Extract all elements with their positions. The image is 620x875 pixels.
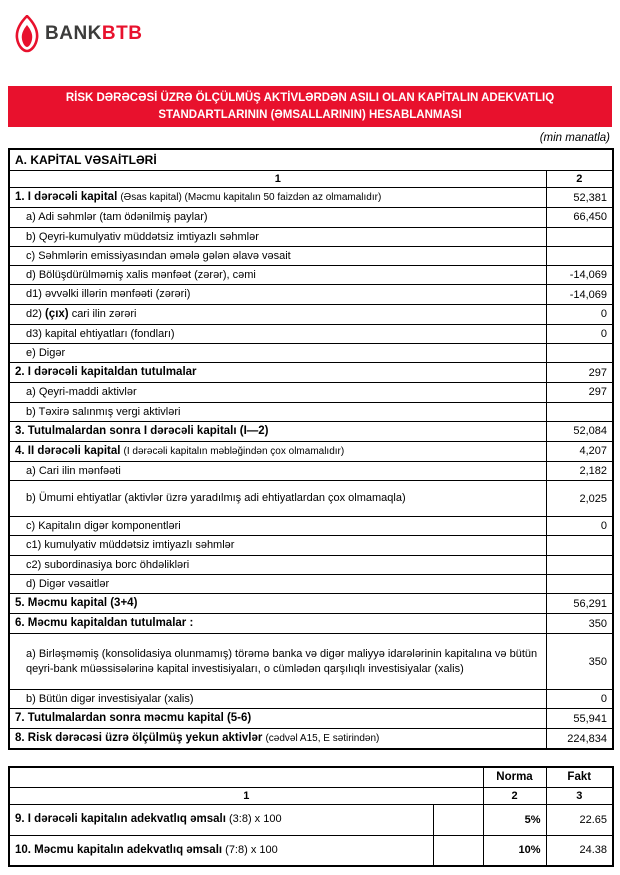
ratio-header-empty-cell — [9, 767, 483, 787]
table-row — [9, 555, 613, 574]
fakt-value: 22.65 — [546, 804, 613, 835]
row-label: a) Qeyri-maddi aktivlər — [9, 383, 546, 402]
row-value — [546, 555, 613, 574]
section-header-row — [9, 149, 613, 171]
unit-note: (min manatla) — [539, 132, 610, 145]
row-value: 350 — [546, 634, 613, 690]
row-label: b) Ümumi ehtiyatlar (aktivlər üzrə yaradılmış adi ehtiyatlardan çox olmamaqla) — [9, 481, 546, 517]
norma-value: 5% — [483, 804, 546, 835]
report-title-banner: RİSK DƏRƏCƏSİ ÜZRƏ ÖLÇÜLMÜŞ AKTİVLƏRDƏN ASILI OLAN KAPİTALIN ADEKVATLIQ STANDARTLARININ (ƏMSALLARININ) HESABLANMASI — [8, 86, 612, 127]
row-label: c) Kapitalın digər komponentləri — [9, 517, 546, 536]
table-row — [9, 441, 613, 461]
row-label: b) Qeyri-kumulyativ müddətsiz imtiyazlı səhmlər — [9, 227, 546, 246]
table-row — [9, 383, 613, 402]
logo-text-bank: BANK — [45, 23, 102, 44]
table-row — [9, 208, 613, 227]
row-value: 2,182 — [546, 461, 613, 480]
row-label: d1) əvvəlki illərin mənfəəti (zərəri) — [9, 285, 546, 304]
row-label: 2. I dərəcəli kapitaldan tutulmalar — [9, 363, 546, 383]
row-label: 3. Tutulmalardan sonra I dərəcəli kapitalı (I—2) — [9, 421, 546, 441]
row-value: 297 — [546, 383, 613, 402]
col-header-1: 1 — [9, 171, 546, 188]
row-label: 4. II dərəcəli kapital (I dərəcəli kapitalın məbləğindən çox olmamalıdır) — [9, 441, 546, 461]
row-label: a) Cari ilin mənfəəti — [9, 461, 546, 480]
capital-table — [8, 148, 614, 750]
bank-logo — [14, 12, 612, 56]
ratio-header-row — [9, 767, 613, 787]
row-label: e) Digər — [9, 344, 546, 363]
table-row — [9, 729, 613, 749]
row-value — [546, 402, 613, 421]
row-value — [546, 246, 613, 265]
table-row — [9, 285, 613, 304]
norma-value: 10% — [483, 835, 546, 866]
row-value: 52,381 — [546, 188, 613, 208]
row-label: 7. Tutulmalardan sonra məcmu kapital (5-6) — [9, 709, 546, 729]
row-value — [546, 536, 613, 555]
row-value: 297 — [546, 363, 613, 383]
table-row — [9, 402, 613, 421]
row-value — [546, 227, 613, 246]
logo-text-btb: BTB — [101, 23, 143, 44]
table-row — [9, 481, 613, 517]
row-label: 1. I dərəcəli kapital (Əsas kapital) (Məcmu kapitalın 50 faizdən az olmamalıdır) — [9, 188, 546, 208]
bank-flame-icon — [14, 15, 40, 53]
row-label: d) Bölüşdürülməmiş xalis mənfəət (zərər), cəmi — [9, 266, 546, 285]
table-row — [9, 536, 613, 555]
table-row — [9, 344, 613, 363]
row-label: d) Digər vəsaitlər — [9, 574, 546, 593]
table-row — [9, 835, 613, 866]
row-label: 5. Məcmu kapital (3+4) — [9, 594, 546, 614]
row-value: 2,025 — [546, 481, 613, 517]
table-row — [9, 614, 613, 634]
fakt-value: 24.38 — [546, 835, 613, 866]
row-value: 0 — [546, 304, 613, 324]
empty-cell — [433, 804, 483, 835]
table-row — [9, 690, 613, 709]
row-label: c2) subordinasiya borc öhdəlikləri — [9, 555, 546, 574]
empty-cell — [433, 835, 483, 866]
row-label: 9. I dərəcəli kapitalın adekvatlıq əmsalı (3:8) x 100 — [9, 804, 433, 835]
row-value: 0 — [546, 517, 613, 536]
col-header-2: 2 — [546, 171, 613, 188]
row-label: 8. Risk dərəcəsi üzrə ölçülmüş yekun aktivlər (cədvəl A15, E sətirindən) — [9, 729, 546, 749]
column-header-row — [9, 171, 613, 188]
row-label: 6. Məcmu kapitaldan tutulmalar : — [9, 614, 546, 634]
row-value: 55,941 — [546, 709, 613, 729]
table-row — [9, 421, 613, 441]
table-row — [9, 594, 613, 614]
row-value: 0 — [546, 324, 613, 343]
table-row — [9, 363, 613, 383]
bank-logo-text — [45, 23, 142, 45]
ratio-col-1: 1 — [9, 787, 483, 804]
row-value: 56,291 — [546, 594, 613, 614]
table-row — [9, 804, 613, 835]
norma-header: Norma — [483, 767, 546, 787]
table-row — [9, 517, 613, 536]
row-value — [546, 344, 613, 363]
row-label: a) Adi səhmlər (tam ödənilmiş paylar) — [9, 208, 546, 227]
table-row — [9, 188, 613, 208]
row-value: 4,207 — [546, 441, 613, 461]
table-row — [9, 266, 613, 285]
row-label: c1) kumulyativ müddətsiz imtiyazlı səhmlər — [9, 536, 546, 555]
table-row — [9, 227, 613, 246]
row-value — [546, 574, 613, 593]
section-header: A. KAPİTAL VƏSAİTLƏRİ — [9, 149, 613, 171]
ratio-table — [8, 766, 614, 867]
row-label: b) Təxirə salınmış vergi aktivləri — [9, 402, 546, 421]
row-label: 10. Məcmu kapitalın adekvatlıq əmsalı (7:8) x 100 — [9, 835, 433, 866]
row-value: 350 — [546, 614, 613, 634]
row-value: 66,450 — [546, 208, 613, 227]
row-value: -14,069 — [546, 266, 613, 285]
row-label: d2) (çıx) cari ilin zərəri — [9, 304, 546, 324]
table-row — [9, 574, 613, 593]
ratio-col-3: 3 — [546, 787, 613, 804]
table-row — [9, 709, 613, 729]
table-row — [9, 246, 613, 265]
row-label: b) Bütün digər investisiyalar (xalis) — [9, 690, 546, 709]
row-label: d3) kapital ehtiyatları (fondları) — [9, 324, 546, 343]
row-value: -14,069 — [546, 285, 613, 304]
table-row — [9, 461, 613, 480]
table-row — [9, 324, 613, 343]
row-label: c) Səhmlərin emissiyasından əmələ gələn əlavə vəsait — [9, 246, 546, 265]
fakt-header: Fakt — [546, 767, 613, 787]
table-row — [9, 634, 613, 690]
ratio-col-2: 2 — [483, 787, 546, 804]
ratio-column-number-row — [9, 787, 613, 804]
row-label: a) Birləşməmiş (konsolidasiya olunmamış) törəmə banka və digər maliyyə idarələrinin kapitalına və bütün qeyri-bank müəssisələrinə kapital investisiyaları, o cümlədən qarşılıqlı investisiyalar (xalis) — [9, 634, 546, 690]
row-value: 0 — [546, 690, 613, 709]
table-row — [9, 304, 613, 324]
row-value: 52,084 — [546, 421, 613, 441]
row-value: 224,834 — [546, 729, 613, 749]
